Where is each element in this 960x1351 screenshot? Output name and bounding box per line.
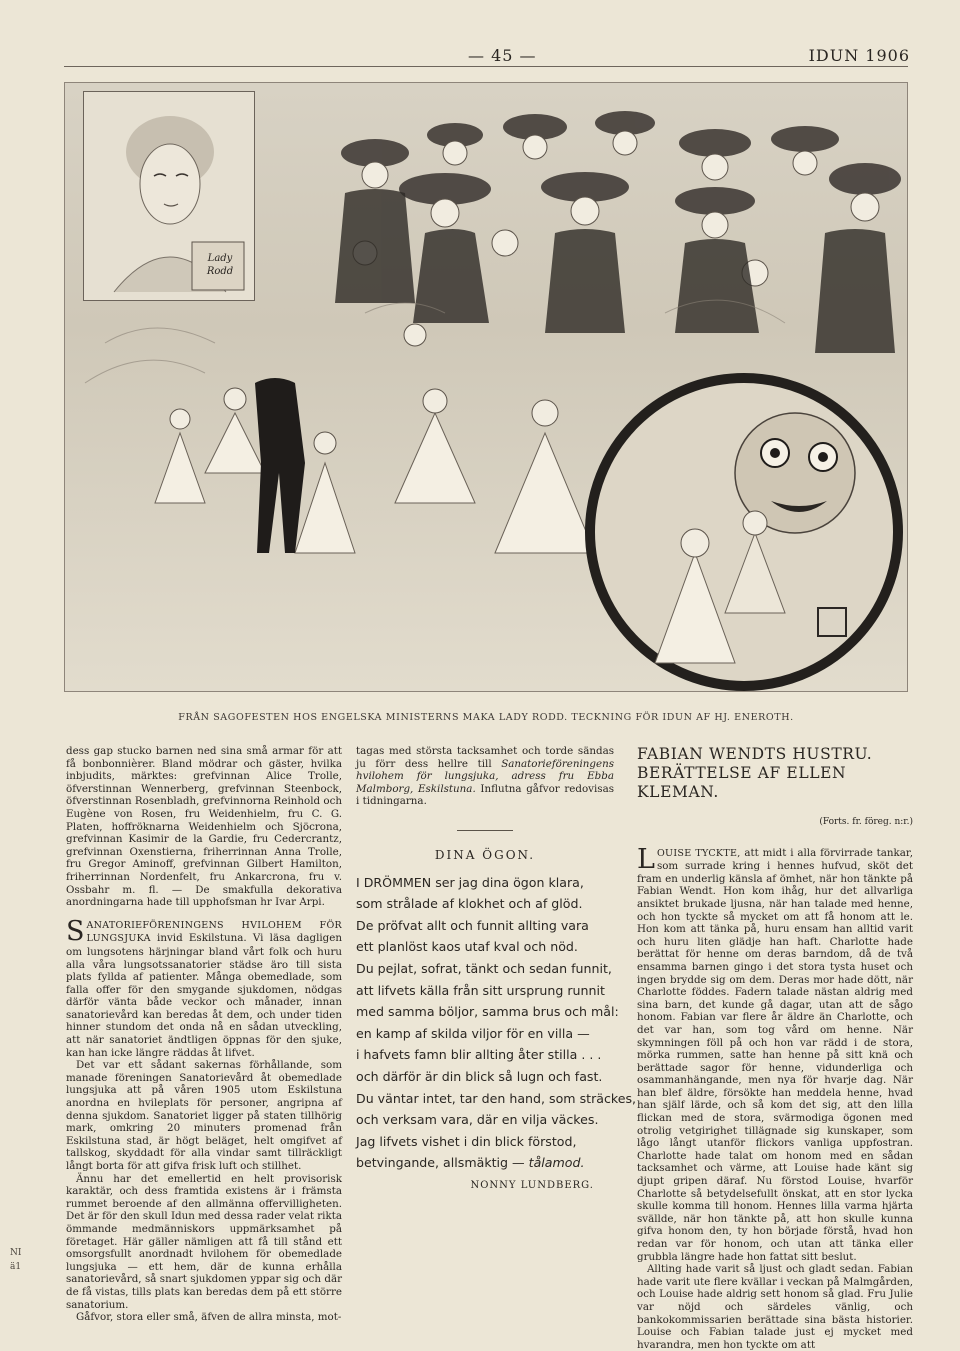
poem-line: Du pejlat, sofrat, tänkt och sedan funnit, xyxy=(356,960,612,976)
poem-line: Du väntar intet, tar den hand, som sträckes, xyxy=(356,1090,637,1106)
inset-medallion xyxy=(585,373,903,691)
donation-paragraph xyxy=(356,745,614,808)
poem-line: Jag lifvets vishet i din blick förstod, xyxy=(356,1133,577,1149)
poem-last-word: tålamod. xyxy=(528,1155,585,1171)
column-1 xyxy=(66,745,342,1324)
portrait-lady-rodd xyxy=(83,91,255,301)
poem-line: som strålade af klokhet och af glöd. xyxy=(356,896,583,912)
poem-signature: NONNY LUNDBERG. xyxy=(470,1179,594,1191)
artist-monogram xyxy=(817,607,847,637)
column-3 xyxy=(637,745,913,1351)
story-paragraph-2: Allting hade varit så ljust och gladt sedan. Fabian hade varit ute flere kvällar i veckan på Malmgården, och Louise hade aldrig sett honom så glad. Fru Julie var nöjd och särdeles vänlig, och bankokommissarien berättade sina bästa historier. Louise och Fabian talade just ej mycket med hvarandra, men hon tyckte om att xyxy=(637,1263,913,1351)
section-divider xyxy=(457,830,513,831)
margin-mark-1: NI xyxy=(10,1248,22,1258)
poem-title: DINA ÖGON. xyxy=(434,847,536,862)
poem-line: att lifvets källa från sitt ursprung runnit xyxy=(356,982,605,998)
poem-line: I DRÖMMEN ser jag dina ögon klara, xyxy=(356,874,584,890)
poem-line: och därför är din blick så lugn och fast. xyxy=(356,1068,603,1084)
masthead: IDUN 1906 xyxy=(808,46,910,65)
continuation-note: (Forts. fr. föreg. n:r.) xyxy=(819,817,913,827)
column-2 xyxy=(356,745,637,1192)
portrait-label: Lady Rodd xyxy=(206,253,234,277)
margin-mark-2: ä1 xyxy=(10,1262,22,1272)
column1-paragraph-2: invid Eskilstuna. Vi läsa dagligen om lungsotens härjningar bland vårt folk och huru alla våra lungsotssanatorier städse äro till sista plats fyllda af patienter. Många obemedlade, som falla offer för den smygande sjukdomen, nödgas därför vänta både veckor och månader, innan sanatorievård kan beredas åt dem, och under tiden hinner stundom det onda nå en sådan utveckling, att när sanatoriet ändtligen öppnas för den sjuke, kan han icke längre räddas åt lifvet. xyxy=(66,932,342,1059)
page-number: — 45 — xyxy=(468,46,537,65)
poem-line: ett planlöst kaos utaf kval och nöd. xyxy=(356,939,578,955)
column1-paragraph-3: Det var ett sådant sakernas förhållande, som manade föreningen Sanatorievård åt obemedlade lungsjuka att på våren 1905 utom Eskilstuna anordna en hvileplats för personer, angripna af denna sjukdom. Sanatoriet ligger på staten tillhörig mark, omkring 20 minuters promenad från Eskilstuna stad, är högt beläget, helt omgifvet af tallskog, skyddadt för alla vindar samt tillräckligt långt borta för att gifva frisk luft och stillhet. xyxy=(66,1059,342,1172)
donation-text-start: tagas med största tacksamhet och torde sändas ju förr dess hellre till xyxy=(356,745,614,770)
poem xyxy=(356,872,637,1174)
donation-address: Sanatorieföreningens hvilohem för lungsjuka, adress fru Ebba Malmborg, Eskilstuna. xyxy=(356,757,614,795)
poem-line: en kamp af skilda viljor för en villa — xyxy=(356,1025,590,1041)
column1-paragraph-1: dess gap stucko barnen ned sina små armar för att få bonbonnièrer. Bland mödrar och gäster, hvilka inbjudits, märktes: grefvinnan Alice Trolle, öfverstinnan Wennerberg, grefvinnan Steenbock, öfverstinnan Rosenbladh, grefvinnorna Reinhold och Eugène von Rosen, fru Weidenhielm, fru C. G. Platen, hoffröknarna Weidenhielm och Sjöcrona, grefvinnan Kasimir de la Gardie, fru Cedercrantz, grefvinnan Oxenstierna, friherrinnan Anna Trolle, fru Gregor Aminoff, grefvinnan Gilbert Hamilton, friherrinnan Nordenfelt, fru Ankarcrona, fru v. Ossbahr m. fl. — De smakfulla dekorativa anordningarna hade till upphofsman hr Ivar Arpi. xyxy=(66,745,342,909)
sanatorium-heading-paragraph xyxy=(66,915,342,1060)
illustration-caption: FRÅN SAGOFESTEN HOS ENGELSKA MINISTERNS MAKA LADY RODD. TECKNING FÖR IDUN AF HJ. ENEROTH. xyxy=(178,712,794,723)
sanatorium-heading: ANATORIEFÖRENINGENS HVILOHEM FÖR LUNGSJUKA xyxy=(86,919,342,945)
column1-paragraph-4: Ännu har det emellertid en helt provisorisk karaktär, och dess framtida existens är i främsta rummet beroende af den allmänna offervilligheten. Det är för den skull Idun med dessa rader velat rikta ömmande medmänniskors uppmärksamhet på företaget. Här gäller nämligen att få till stånd ett omsorgsfullt anordnadt hvilohem för obemedlade lungsjuka — ett hem, där de kunna erhålla sanatorievård, så snart sjukdomen yppar sig och där de få vistas, tills plats kan beredas dem på ett större sanatorium. xyxy=(66,1172,342,1311)
dropcap-s: S xyxy=(66,915,85,947)
dropcap-l: L xyxy=(637,843,655,875)
poem-line: De pröfvat allt och funnit allting vara xyxy=(356,917,589,933)
story-lead: OUISE TYCKTE, xyxy=(656,847,741,859)
header-rule xyxy=(64,66,908,67)
poem-line: med samma böljor, samma brus och mål: xyxy=(356,1004,619,1020)
column1-paragraph-5: Gåfvor, stora eller små, äfven de allra minsta, mot- xyxy=(76,1311,342,1324)
poem-last-line-start: betvingande, allsmäktig — xyxy=(356,1155,529,1171)
poem-last-line xyxy=(356,1152,614,1174)
story-title: FABIAN WENDTS HUSTRU. BERÄTTELSE AF ELLEN KLEMAN. xyxy=(637,745,873,801)
goblin-scene xyxy=(595,383,893,681)
poem-line: i hafvets famn blir allting åter stilla . . . xyxy=(356,1047,602,1063)
poem-line: och verksam vara, där en vilja väckes. xyxy=(356,1112,599,1128)
story-paragraph-1-text: att midt i alla förvirrade tankar, som surrade kring i hennes hufvud, sköt det fram en underlig känsla af ömhet, när hon tänkte på Fabian Wendt. Hon kom ihåg, hur det allvarliga ansiktet brukade ljusna, när han talade med henne, och hon tyckte så mycket om att få honom att le. Hon kom att tänka på, huru ensam han alltid varit och huru liten glädje han haft. Charlotte hade berättat för henne om deras barndom, då de två ensamma barnen gingo i det stora tysta huset och ingen brydde sig om dem. Deras mor hade dött, när Charlotte föddes. Fadern talade nästan aldrig med sina barn, det kunde gå dagar, utan att de sågo honom. Fabian var flere år äldre än Charlotte, och det var han, som tog vård om henne. När skymningen föll på och hon var rädd i de stora, mörka rummen, satte han henne på sitt knä och berättade sagor för henne, vidunderliga och osammanhängande, men nya för hvarje dag. När han blef äldre, försökte han meddela henne, hvad han själf lärde, och så kom det sig, att den lilla flickan med de stora, svärmodiga ögonen med otrolig vetgirighet tillägnade sig kunskaper, som lågo långt utanför flickors vanliga uppfostran. Charlotte hade talat om honom med en sådan tacksamhet och värme, att Louise hade känt sig djupt gripen däraf. Nu förstod Louise, hvarför Charlotte så betydelsefullt önskat, att en stor lycka skulle komma till honom. Hennes lilla varma hjärta svällde, när hon tänkte på, att hon skulle kunna gifva honom den, ty hon började förstå, hvad hon redan var för honom, och utan att tänka eller grubbla längre hade hon fattat sitt beslut. xyxy=(637,846,913,1263)
story-paragraph-1 xyxy=(637,843,913,1264)
illustration xyxy=(64,82,908,692)
donation-text-end: Influtna gåfvor redovisas i tidningarna. xyxy=(356,782,614,808)
